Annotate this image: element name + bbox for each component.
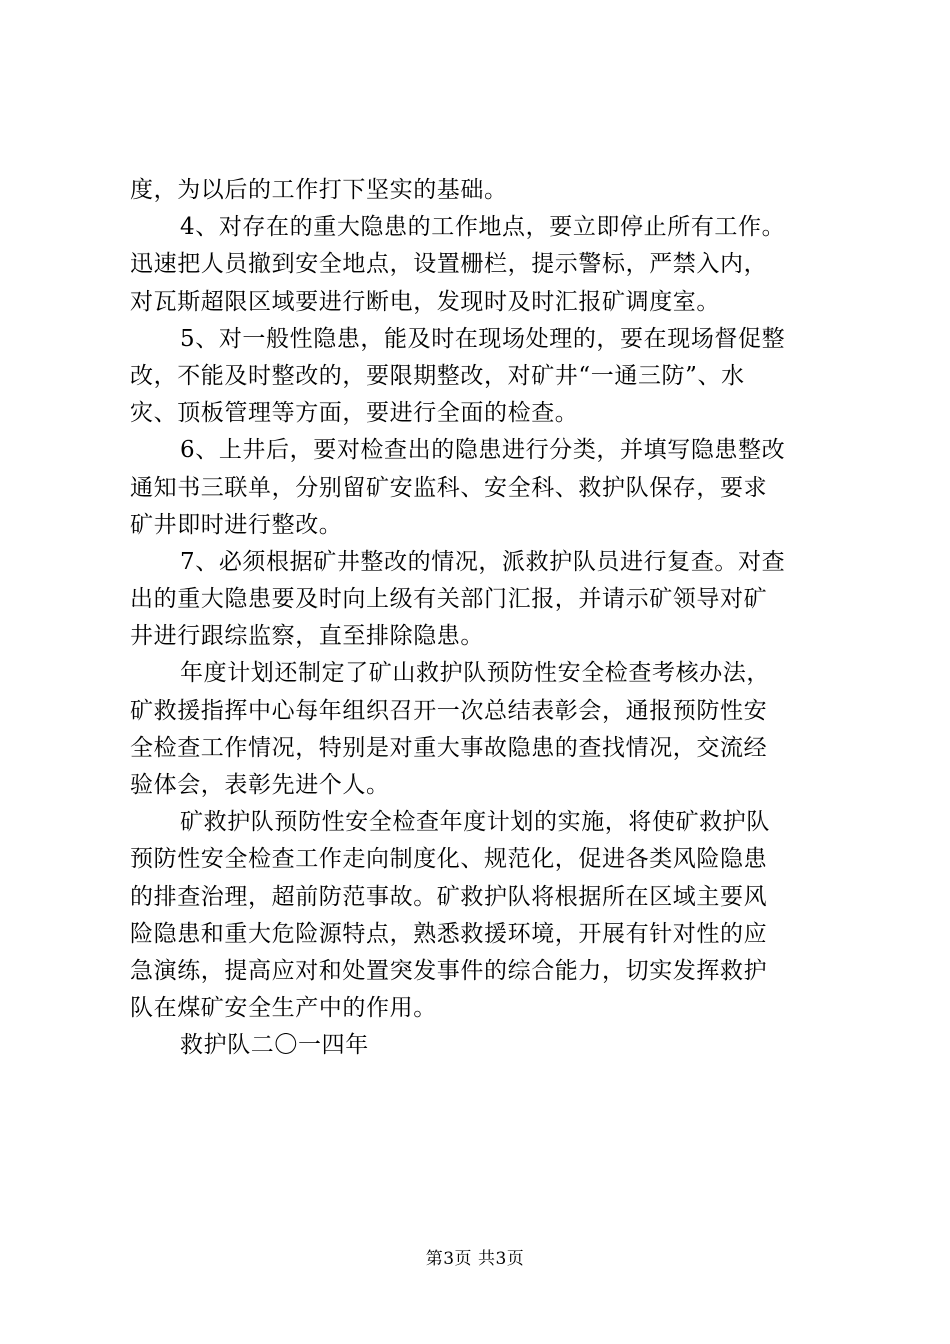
text-line: 5、对一般性隐患，能及时在现场处理的，要在现场督促整 (180, 325, 786, 352)
text-line: 灾、顶板管理等方面，要进行全面的检查。 (130, 400, 579, 427)
text-line: 验体会，表彰先进个人。 (130, 772, 390, 798)
text-line: 全检查工作情况，特别是对重大事故隐患的查找情况，交流经 (130, 734, 768, 761)
text-line: 矿救援指挥中心每年组织召开一次总结表彰会，通报预防性安 (130, 697, 768, 724)
page-footer (0, 1244, 950, 1269)
text-line: 对瓦斯超限区域要进行断电，发现时及时汇报矿调度室。 (130, 288, 720, 315)
text-line: 险隐患和重大危险源特点，熟悉救援环境，开展有针对性的应 (130, 920, 768, 947)
page-indicator: 第3页 共3页 (425, 1249, 525, 1269)
text-line: 矿井即时进行整改。 (130, 511, 343, 538)
text-line: 矿救护队预防性安全检查年度计划的实施，将使矿救护队 (180, 809, 770, 836)
text-line: 度，为以后的工作打下坚实的基础。 (130, 177, 508, 203)
text-line: 4、对存在的重大隐患的工作地点，要立即停止所有工作。 (180, 214, 786, 241)
signature-line: 救护队二〇一四年 (180, 1032, 369, 1059)
text-line: 6、上井后，要对检查出的隐患进行分类，并填写隐患整改 (180, 437, 786, 464)
text-line: 预防性安全检查工作走向制度化、规范化，促进各类风险隐患 (130, 846, 768, 873)
text-line: 迅速把人员撤到安全地点，设置栅栏，提示警标，严禁入内， (130, 251, 768, 278)
text-line: 通知书三联单，分别留矿安监科、安全科、救护队保存，要求 (130, 474, 768, 501)
text-line: 改，不能及时整改的，要限期整改，对矿井“一通三防”、水 (130, 362, 745, 389)
document-body (130, 172, 830, 1065)
text-line: 井进行跟综监察，直至排除隐患。 (130, 623, 484, 650)
text-line: 的排查治理，超前防范事故。矿救护队将根据所在区域主要风 (130, 883, 768, 910)
text-line: 7、必须根据矿井整改的情况，派救护队员进行复查。对查 (180, 548, 786, 575)
text-line: 年度计划还制定了矿山救护队预防性安全检查考核办法， (180, 660, 770, 687)
text-line: 队在煤矿安全生产中的作用。 (130, 995, 437, 1022)
text-line: 出的重大隐患要及时向上级有关部门汇报，并请示矿领导对矿 (130, 586, 768, 613)
text-line: 急演练，提高应对和处置突发事件的综合能力，切实发挥救护 (130, 957, 768, 984)
